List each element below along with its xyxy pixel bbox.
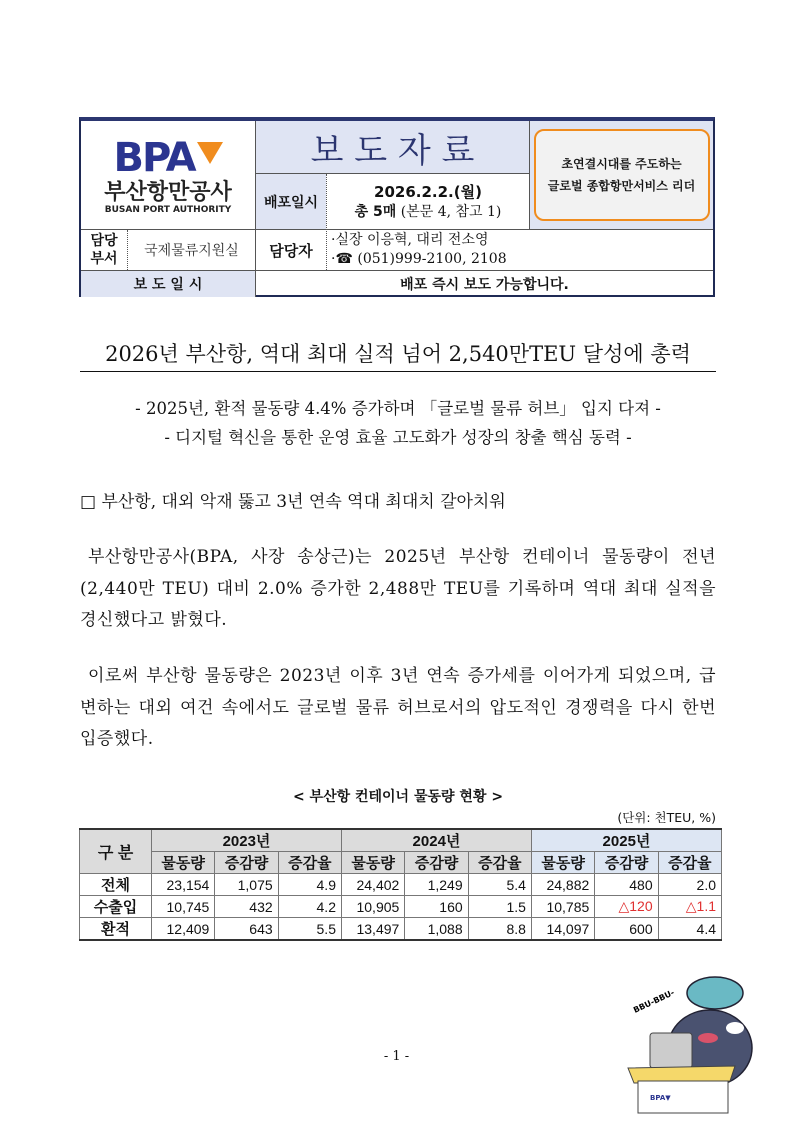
logo-triangle-icon (197, 142, 223, 164)
press-release-header: BPA 부산항만공사 BUSAN PORT AUTHORITY 보 도 자 료 배포일시 2026.2.2.(월) 총 5매 (본문 4, 참고 1) 초연결시대를 주도하는 글로벌 종합항만서비스 리더 담당 부서 국제물류지원실 담당자 ·실장 이응혁, 대리 전소영 ·☎ (051)999-2100, 2108 보 도 일 시 배포 즉시 보도 가능합니다. (79, 117, 715, 297)
table-cell: 2.0 (658, 874, 721, 896)
mascot-illustration (610, 968, 785, 1118)
subheadings: - 2025년, 환적 물동량 4.4% 증가하며 「글로벌 물류 허브」 입지 다져 - - 디지털 혁신을 통한 운영 효율 고도화가 성장의 창출 핵심 동력 - (135, 399, 661, 447)
table-cell: 1,249 (405, 874, 468, 896)
table-cell: △120 (595, 896, 658, 918)
page-number: - 1 - (383, 1049, 410, 1064)
slogan-box: 초연결시대를 주도하는 글로벌 종합항만서비스 리더 (534, 129, 710, 221)
table-row (80, 874, 722, 896)
table-cell: 24,882 (531, 874, 594, 896)
table-cell: 600 (595, 918, 658, 941)
paragraph: 이로써 부산항 물동량은 2023년 이후 3년 연속 증가세를 이어가게 되었으며, 급변하는 대외 여건 속에서도 글로벌 물류 허브로서의 압도적인 경쟁력을 다시 한번 입증했다. (80, 666, 716, 749)
table-cell: 14,097 (531, 918, 594, 941)
table-cell: 10,785 (531, 896, 594, 918)
table-cell: 12,409 (152, 918, 215, 941)
table-row (80, 918, 722, 941)
table-cell: △1.1 (658, 896, 721, 918)
table-cell: 5.5 (278, 918, 341, 941)
table-row (80, 896, 722, 918)
dist-date: 2026.2.2.(월) (374, 182, 482, 201)
table-cell: 5.4 (468, 874, 531, 896)
page-title: 보 도 자 료 (256, 121, 529, 173)
table-cell: 643 (215, 918, 278, 941)
phone-icon: ☎ (335, 251, 353, 267)
table-title: < 부산항 컨테이너 물동량 현황 > (292, 789, 504, 805)
headline: 2026년 부산항, 역대 최대 실적 넘어 2,540만TEU 달성에 총력 (80, 338, 716, 372)
row-label: 수출입 (80, 896, 152, 918)
table-cell: 10,745 (152, 896, 215, 918)
table-cell: 23,154 (152, 874, 215, 896)
throughput-table: 구 분 2023년 2024년 2025년 물동량 증감량 증감율 물동량 증감량 증감율 물동량 증감량 증감율 전체 23,154 1,075 4.9 24,402 1,249 5.4 24,882 480 2.0 수출입 10,745 432 4.2 10,905 160 1.5 10,785 △120 △1.1 환적 12,409 643 5.5 13,497 1,088 8.8 14,097 600 4.4 (79, 828, 722, 941)
section-heading: □ 부산항, 대외 악재 뚫고 3년 연속 역대 최대치 갈아치워 (80, 492, 506, 512)
row-label: 환적 (80, 918, 152, 941)
table-cell: 8.8 (468, 918, 531, 941)
table-cell: 4.2 (278, 896, 341, 918)
paragraph: 부산항만공사(BPA, 사장 송상근)는 2025년 부산항 컨테이너 물동량이 전년(2,440만 TEU) 대비 2.0% 증가한 2,488만 TEU를 기록하며 역대 최대 실적을 경신했다고 밝혔다. (80, 547, 716, 630)
svg-text:BPA▼: BPA▼ (650, 1094, 671, 1102)
table-cell: 432 (215, 896, 278, 918)
table-cell: 13,497 (341, 918, 404, 941)
table-cell: 4.9 (278, 874, 341, 896)
table-cell: 1,088 (405, 918, 468, 941)
table-cell: 480 (595, 874, 658, 896)
table-unit: (단위: 천TEU, %) (617, 810, 716, 825)
table-cell: 4.4 (658, 918, 721, 941)
table-cell: 24,402 (341, 874, 404, 896)
table-cell: 1,075 (215, 874, 278, 896)
table-cell: 1.5 (468, 896, 531, 918)
table-cell: 160 (405, 896, 468, 918)
svg-text:BBU-BBU-: BBU-BBU- (632, 988, 676, 1015)
bpa-logo: BPA 부산항만공사 BUSAN PORT AUTHORITY (104, 135, 232, 215)
table-cell: 10,905 (341, 896, 404, 918)
row-label: 전체 (80, 874, 152, 896)
